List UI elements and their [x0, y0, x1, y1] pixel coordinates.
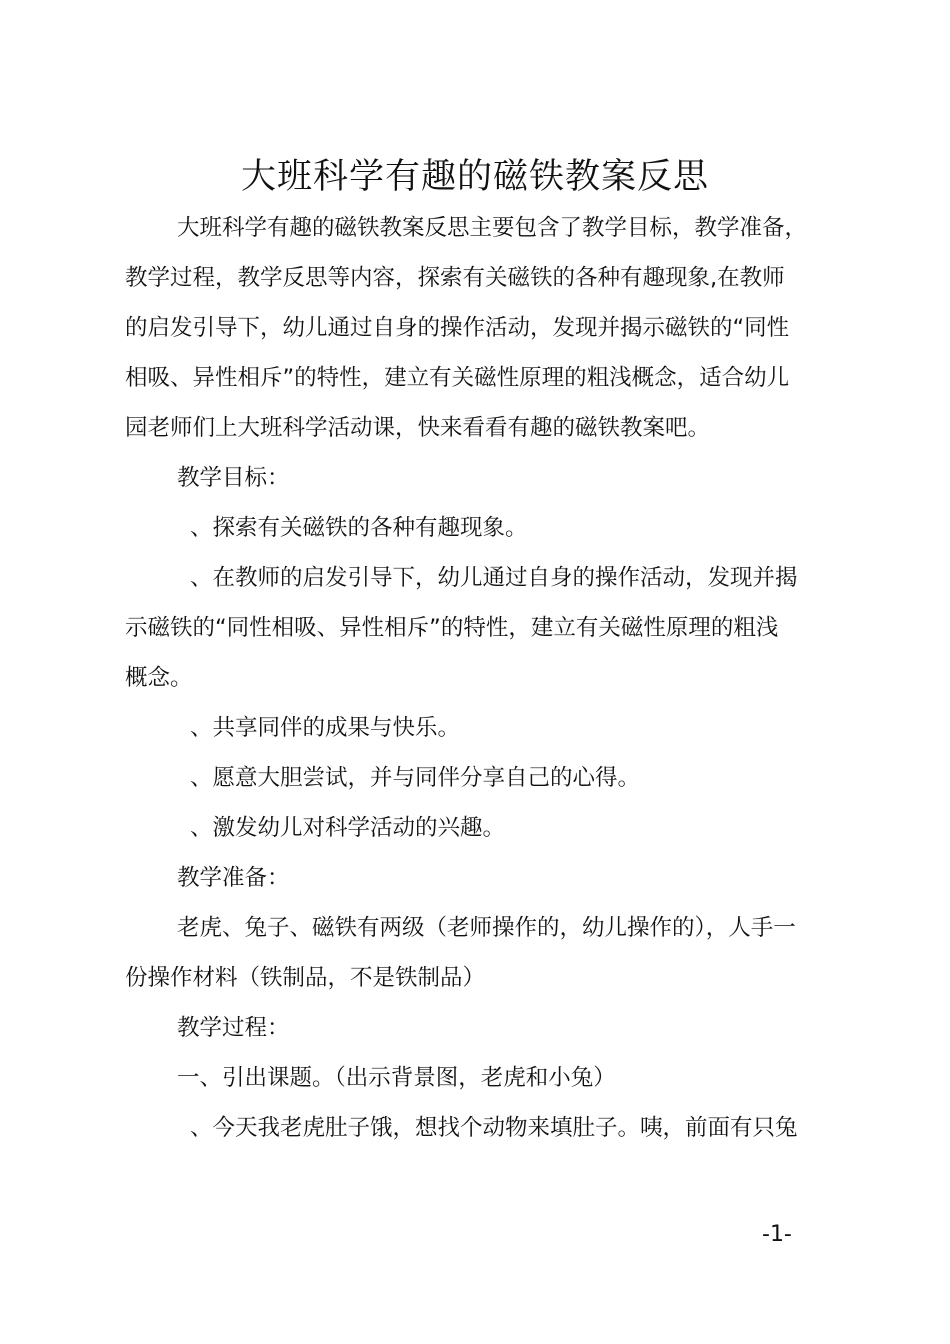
- goal-item-3: 、共享同伴的成果与快乐。: [190, 715, 461, 741]
- prep-line-2: 份操作材料（铁制品，不是铁制品）: [125, 965, 486, 991]
- goal-item-2: 、在教师的启发引导下，幼儿通过自身的操作活动，发现并揭: [190, 565, 798, 591]
- goal-item-4: 、愿意大胆尝试，并与同伴分享自己的心得。: [190, 765, 641, 791]
- intro-line-3: 的启发引导下，幼儿通过自身的操作活动，发现并揭示磁铁的“同性: [125, 315, 790, 341]
- goal-item-5: 、激发幼儿对科学活动的兴趣。: [190, 815, 506, 841]
- process-line-2: 、今天我老虎肚子饿，想找个动物来填肚子。咦，前面有只兔: [190, 1115, 798, 1141]
- prep-line-1: 老虎、兔子、磁铁有两级（老师操作的，幼儿操作的），人手一: [177, 915, 796, 941]
- page-number: -1-: [762, 1222, 792, 1247]
- intro-line-2: 教学过程，教学反思等内容，探索有关磁铁的各种有趣现象,在教师: [125, 265, 785, 291]
- intro-line-1: 大班科学有趣的磁铁教案反思主要包含了教学目标，教学准备，: [177, 215, 808, 241]
- goal-item-1: 、探索有关磁铁的各种有趣现象。: [190, 515, 528, 541]
- goal-item-2-cont-2: 概念。: [125, 665, 193, 691]
- prep-heading: 教学准备：: [177, 865, 290, 891]
- intro-line-5: 园老师们上大班科学活动课，快来看看有趣的磁铁教案吧。: [125, 415, 711, 441]
- goal-item-2-cont-1: 示磁铁的“同性相吸、异性相斥”的特性，建立有关磁性原理的粗浅: [125, 615, 779, 641]
- process-line-1: 一、引出课题。（出示背景图，老虎和小兔）: [177, 1065, 616, 1091]
- intro-line-4: 相吸、异性相斥”的特性，建立有关磁性原理的粗浅概念，适合幼儿: [125, 365, 790, 391]
- process-heading: 教学过程：: [177, 1015, 290, 1041]
- goals-heading: 教学目标：: [177, 465, 290, 491]
- page-title: 大班科学有趣的磁铁教案反思: [240, 157, 709, 197]
